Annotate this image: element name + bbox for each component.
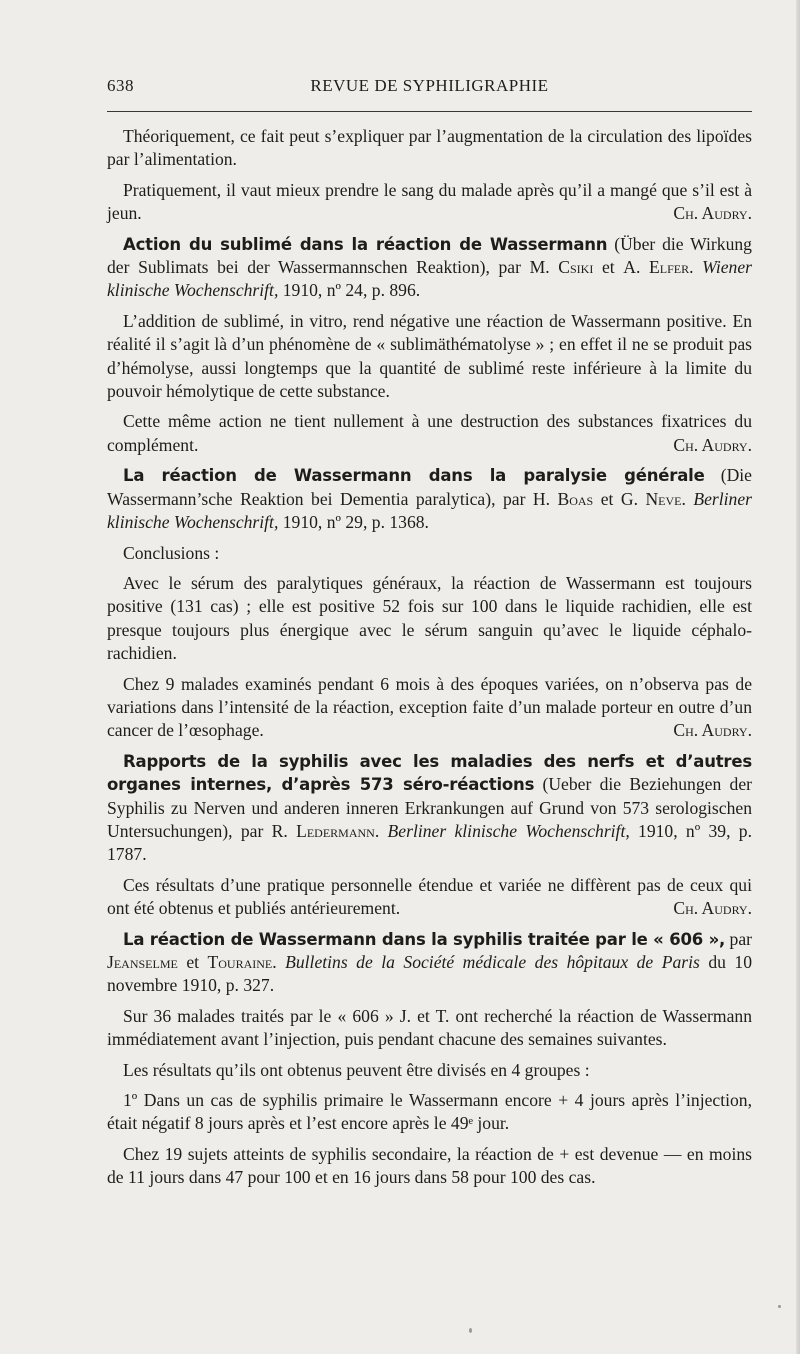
reference-text: et	[177, 952, 208, 972]
paragraph-text: Cette même action ne tient nullement à une destruction des substances fixatrices du complément.	[107, 411, 752, 455]
abstract-heading	[107, 233, 752, 303]
author: A. Elfer.	[623, 257, 694, 278]
author: H. Boas	[532, 488, 594, 509]
paragraph	[107, 874, 752, 921]
running-header	[107, 74, 752, 100]
journal-name: Berliner klinische Wochenschrift,	[387, 820, 630, 841]
abstract-heading	[107, 928, 752, 998]
signature: Ch. Audry.	[673, 434, 752, 455]
paragraph-text: Chez 9 malades examinés pendant 6 mois à des époques variées, on n’observa pas de variations dans l’intensité de la réaction, exception faite d’un malade porteur en outre d’un cancer de l’œsophage.	[107, 673, 752, 741]
reference-text	[694, 257, 703, 277]
author: Jeanselme	[107, 952, 178, 972]
paragraph: L’addition de sublimé, in vitro, rend négative une réaction de Wassermann positive. En réalité il s’agit là d’un phénomène de « sublimäthématolyse » ; en effet il ne se produit pas d’hémolyse, aussi longtemps que la quantité de sublimé reste inférieure à la limite du pouvoir hémolytique de cette substance.	[107, 310, 752, 402]
abstract-title: La réaction de Wassermann dans la paralysie générale	[123, 466, 705, 486]
reference-text	[379, 821, 387, 841]
abstract-title: La réaction de Wassermann dans la syphilis traitée par le « 606 »,	[123, 929, 726, 949]
reference-text: (Die Wassermann’sche Reaktion bei Dementia paralytica), par	[107, 465, 752, 509]
paragraph: 1º Dans un cas de syphilis primaire le Wassermann encore + 4 jours après l’injection, était négatif 8 jours après et l’est encore après le 49ᵉ jour.	[107, 1090, 752, 1134]
paragraph-text: Pratiquement, il vaut mieux prendre le sang du malade après qu’il a mangé que s’il est à jeun.	[107, 179, 752, 224]
reference-text: et	[593, 488, 621, 509]
journal-name: Bulletins de la Société médicale des hôpitaux de Paris	[285, 952, 700, 972]
abstract-title: Rapports de la syphilis avec les maladies des nerfs et d’autres organes internes, d’après 573 séro-réactions	[107, 751, 752, 795]
journal-title: REVUE DE SYPHILIGRAPHIE	[310, 76, 549, 95]
author: Touraine.	[207, 952, 277, 972]
paragraph: Avec le sérum des paralytiques généraux, la réaction de Wassermann est toujours positive (131 cas) ; elle est positive 52 fois sur 100 dans le liquide rachidien, elle est presque toujours plus énergique avec le sérum sanguin qu’avec le liquide céphalo-rachidien.	[107, 572, 752, 664]
paper-speck	[778, 1305, 781, 1308]
reference-text: et	[593, 257, 624, 278]
paragraph: Théoriquement, ce fait peut s’expliquer par l’augmentation de la circulation des lipoïdes par l’alimentation.	[107, 126, 752, 170]
paragraph: Les résultats qu’ils ont obtenus peuvent être divisés en 4 groupes :	[123, 1059, 590, 1080]
reference-text: (Über die Wirkung der Sublimats bei der Wassermannschen Reaktion), par	[107, 233, 752, 278]
paragraph: Chez 19 sujets atteints de syphilis secondaire, la réaction de + est devenue — en moins de 11 jours dans 47 pour 100 et en 16 jours dans 58 pour 100 des cas.	[107, 1143, 752, 1188]
paragraph: Conclusions :	[123, 542, 220, 563]
signature: Ch. Audry.	[673, 720, 752, 741]
signature: Ch. Audry.	[673, 203, 752, 224]
reference-text: du 10 novembre 1910, p. 327.	[107, 952, 752, 996]
journal-name: Wiener klinische Wochenschrift,	[107, 257, 752, 301]
author: G. Neve.	[620, 488, 686, 509]
journal-name: Berliner klinische Wochenschrift,	[107, 488, 753, 533]
reference-text: 1910, nº 29, p. 1368.	[278, 512, 429, 533]
paragraph-text: Ces résultats d’une pratique personnelle étendue et variée ne diffèrent pas de ceux qui ont été obtenus et publiés antérieurement.	[107, 874, 752, 919]
abstract-title: Action du sublimé dans la réaction de Wassermann	[123, 234, 608, 254]
paper-speck	[469, 1328, 472, 1333]
header-rule	[107, 111, 752, 112]
reference-text: 1910, nº 24, p. 896.	[278, 280, 421, 301]
author: R. Ledermann.	[271, 820, 380, 841]
paragraph	[107, 410, 752, 457]
abstract-heading	[107, 750, 752, 867]
signature: Ch. Audry.	[673, 898, 752, 919]
reference-text	[277, 952, 285, 972]
reference-text: par	[725, 928, 752, 949]
author: M. Csiki	[529, 257, 594, 278]
reference-text: 1910, nº 39, p. 1787.	[107, 820, 752, 865]
abstract-heading	[107, 464, 752, 534]
paragraph	[107, 179, 752, 226]
reference-text: (Ueber die Beziehungen der Syphilis zu Nerven und anderen inneren Erkrankungen auf Grund von 573 serologischen Untersuchungen), par	[107, 774, 752, 841]
paragraph	[107, 673, 752, 743]
page-number: 638	[107, 76, 134, 95]
paragraph: Sur 36 malades traités par le « 606 » J. et T. ont recherché la réaction de Wassermann immédiatement avant l’injection, puis pendant chacune des semaines suivantes.	[107, 1005, 752, 1050]
article-body	[107, 125, 752, 1197]
page-edge	[796, 0, 800, 1354]
